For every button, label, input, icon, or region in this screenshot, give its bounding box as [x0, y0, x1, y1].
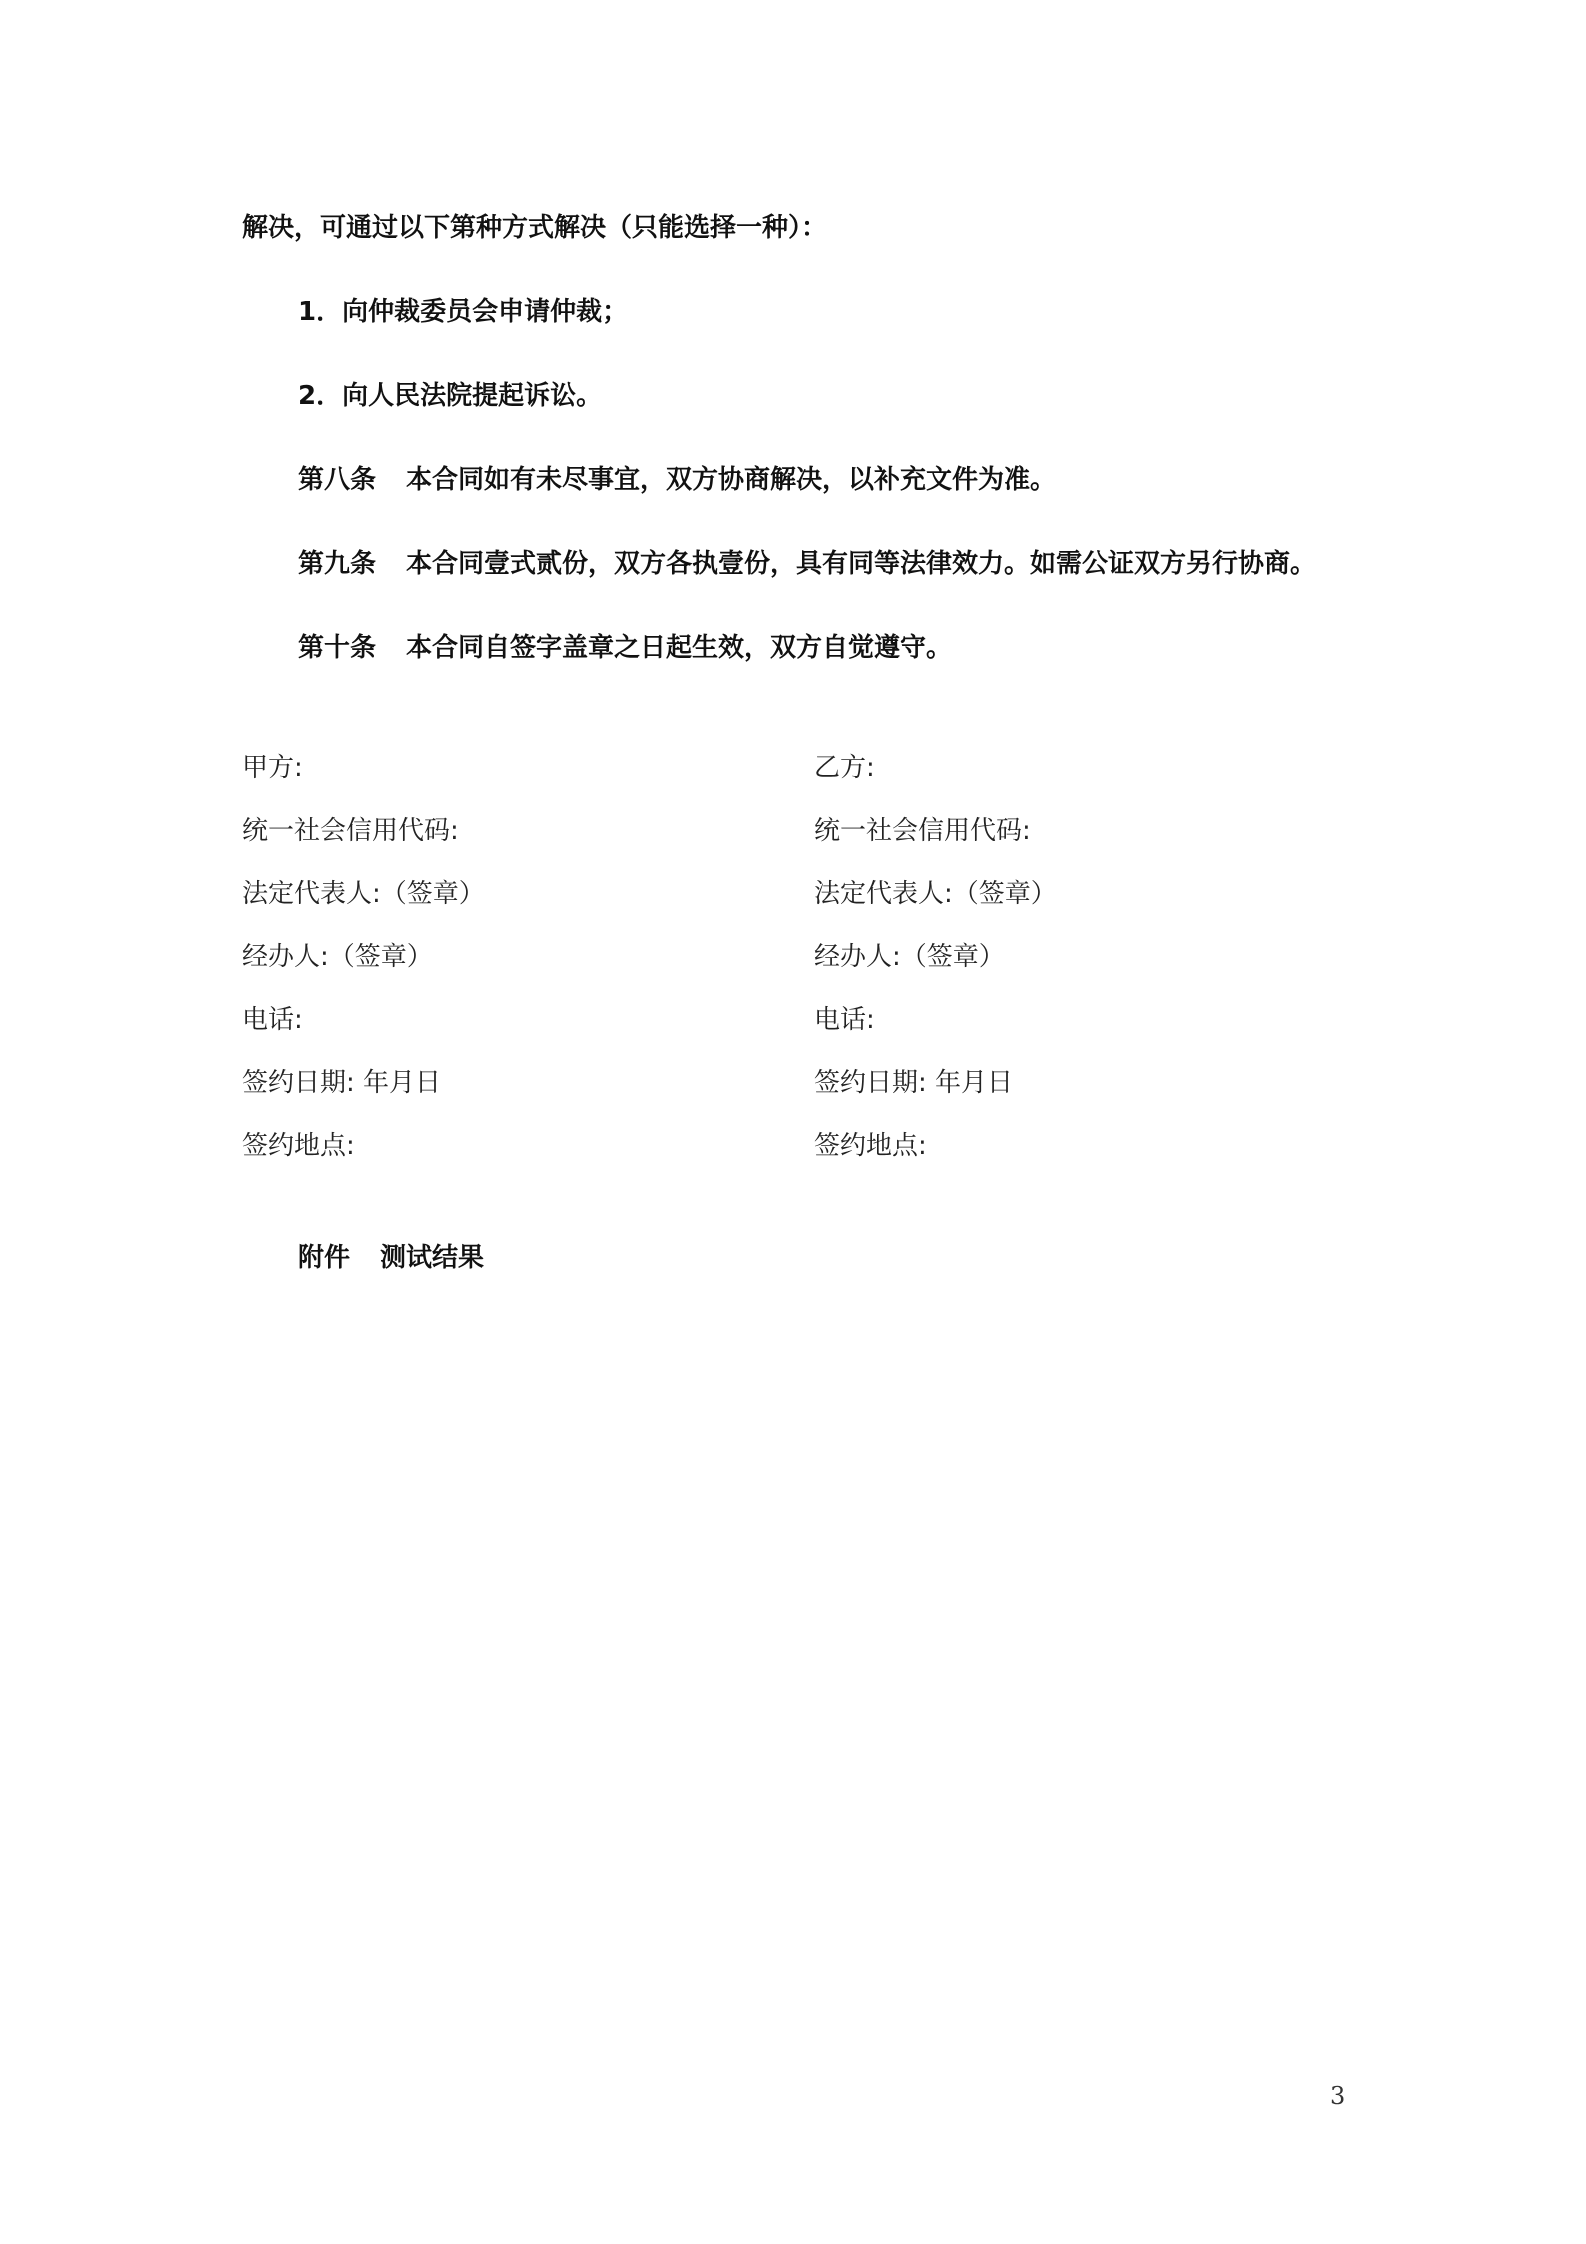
party-b-sign-place: 签约地点:: [814, 1131, 927, 1161]
party-b-sign-date: 签约日期: 年月日: [814, 1068, 1014, 1098]
party-b-name: 乙方:: [814, 753, 875, 783]
party-a-sign-date: 签约日期: 年月日: [242, 1068, 442, 1098]
article-text: 本合同壹式贰份，双方各执壹份，具有同等法律效力。如需公证双方另行协商。: [406, 549, 1317, 579]
option-litigation: 2．向人民法院提起诉讼。: [298, 381, 603, 411]
party-b-handler: 经办人:（签章）: [814, 942, 1005, 972]
party-a-legal-rep: 法定代表人:（签章）: [242, 879, 485, 909]
article-text: 本合同如有未尽事宜，双方协商解决，以补充文件为准。: [406, 465, 1057, 495]
party-b-phone: 电话:: [814, 1005, 875, 1035]
option-arbitration: 1．向仲裁委员会申请仲裁；: [298, 297, 629, 327]
party-a-phone: 电话:: [242, 1005, 303, 1035]
article-label: 第八条: [298, 465, 377, 495]
party-a-sign-place: 签约地点:: [242, 1131, 355, 1161]
article-text: 本合同自签字盖章之日起生效，双方自觉遵守。: [406, 633, 953, 663]
party-a-name: 甲方:: [242, 753, 303, 783]
annex-label: 附件: [298, 1243, 351, 1273]
annex-heading: [298, 1238, 484, 1278]
page-number: 3: [1330, 2082, 1346, 2110]
party-b-credit-code: 统一社会信用代码:: [814, 816, 1031, 846]
article-8: [298, 460, 1056, 500]
annex-title: 测试结果: [380, 1243, 485, 1273]
party-a-credit-code: 统一社会信用代码:: [242, 816, 459, 846]
party-a-handler: 经办人:（签章）: [242, 942, 433, 972]
article-9: [298, 544, 1316, 584]
article-10: [298, 628, 952, 668]
intro-line: 解决，可通过以下第种方式解决（只能选择一种）：: [242, 213, 828, 243]
article-label: 第九条: [298, 549, 377, 579]
party-b-legal-rep: 法定代表人:（签章）: [814, 879, 1057, 909]
article-label: 第十条: [298, 633, 377, 663]
